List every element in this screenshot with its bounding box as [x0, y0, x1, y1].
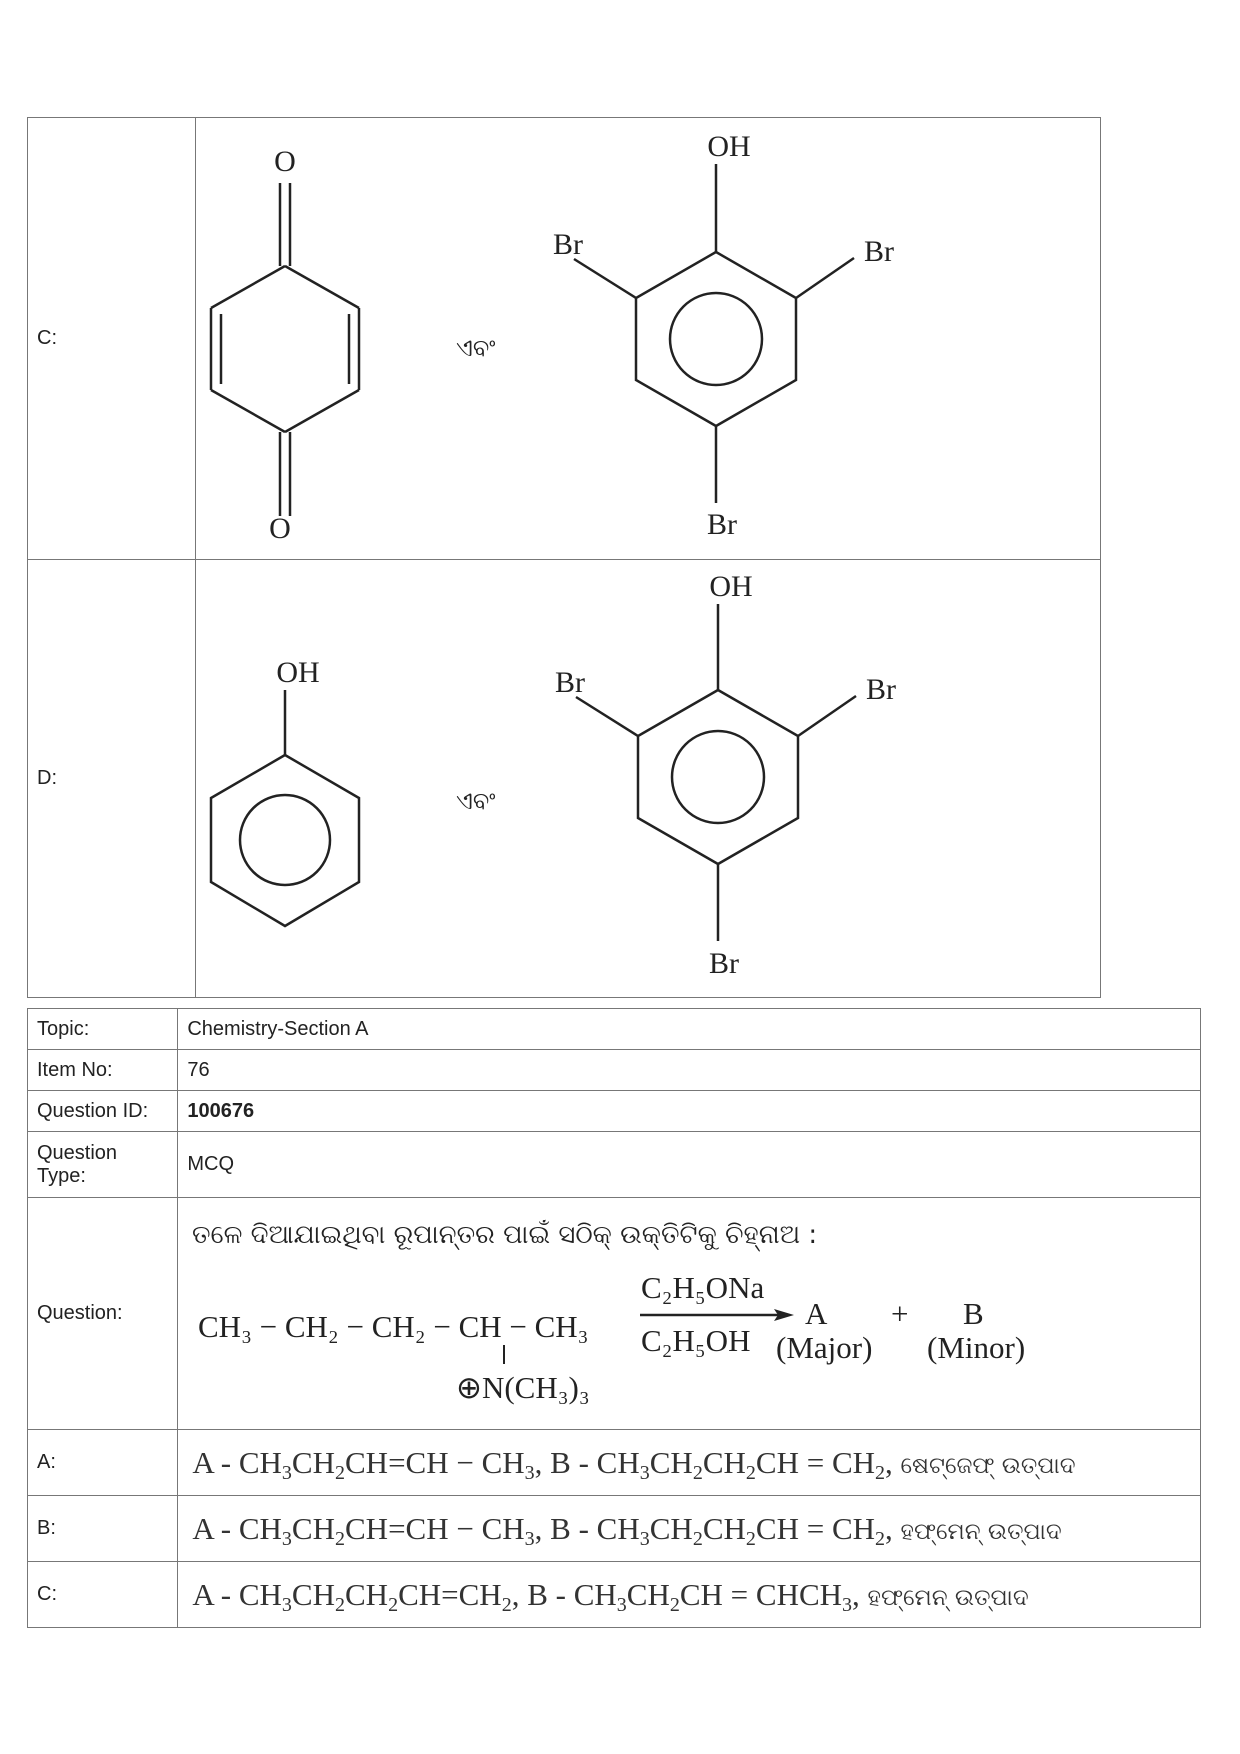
- question-id-value: 100676: [178, 1091, 1201, 1132]
- item-row: [28, 1050, 1201, 1091]
- hydroxyl-label: OH: [709, 570, 753, 603]
- question-type-label: [28, 1132, 178, 1198]
- structure-diagram-c: [196, 118, 1100, 554]
- oxygen-bottom-label: O: [269, 512, 291, 545]
- plus-sign: +: [891, 1296, 909, 1331]
- topic-row: [28, 1009, 1201, 1050]
- option-text[interactable]: $A - CH_3CH_2CH=CH - CH_3$, $B - CH_3CH_2CH_2CH = CH_2$, ହଫ୍‌ମେନ୍ ଉତ୍ପାଦ: [178, 1496, 1201, 1562]
- bromine-right-label: Br: [864, 235, 894, 268]
- question-row: [28, 1198, 1201, 1430]
- hydroxyl-label: OH: [707, 130, 751, 163]
- reagent-bottom: C₂H₅OH: [641, 1323, 751, 1358]
- option-prefix: A - CH: [192, 1576, 282, 1612]
- structure-row-d: [28, 560, 1101, 998]
- question-type-label-line2: Type:: [37, 1164, 86, 1187]
- row-label: C:: [28, 118, 196, 560]
- question-id-row: [28, 1091, 1201, 1132]
- minor-label: (Minor): [927, 1330, 1026, 1365]
- bromine-bottom-label: Br: [707, 508, 737, 541]
- topic-label: Topic:: [28, 1009, 178, 1050]
- major-label: (Major): [776, 1330, 873, 1365]
- row-label: D:: [28, 560, 196, 998]
- topic-value: Chemistry-Section A: [178, 1009, 1201, 1050]
- bromine-left-label: Br: [555, 666, 585, 699]
- option-prefix: A - CH: [192, 1510, 282, 1546]
- benzoquinone-structure: [211, 183, 359, 516]
- option-product-type: ଷେଟ୍‌ଜେଫ୍ ଉତ୍ପାଦ: [900, 1452, 1076, 1479]
- tribromophenol-structure: [574, 164, 854, 503]
- structure-diagram-d: [196, 560, 1100, 992]
- question-reaction: [178, 1198, 1192, 1424]
- option-product-type: ହଫ୍‌ମେନ୍ ଉତ୍ପାଦ: [900, 1518, 1062, 1545]
- structure-cell: [196, 560, 1101, 998]
- item-value: 76: [178, 1050, 1201, 1091]
- option-label: B:: [28, 1496, 178, 1562]
- reagent-top: C₂H₅ONa: [641, 1270, 765, 1305]
- question-prompt: ତଳେ ଦିଆଯାଇଥିବା ରୂପାନ୍ତର ପାଇଁ ସଠିକ୍ ଉକ୍ତିଟିକୁ ଚିହ୍ନାଅ :: [192, 1220, 818, 1250]
- tribromophenol-structure: [576, 604, 856, 941]
- question-type-value: MCQ: [178, 1132, 1201, 1198]
- reactant-substituent: ⊕N(CH₃)₃: [456, 1370, 591, 1405]
- question-id-label: Question ID:: [28, 1091, 178, 1132]
- reactant-chain: CH₃ − CH₂ − CH₂ − CH − CH₃: [198, 1309, 589, 1344]
- option-row-c[interactable]: [28, 1562, 1201, 1628]
- phenol-hydroxyl-label: OH: [276, 656, 320, 689]
- conjunction-and: ଏବଂ: [456, 787, 496, 815]
- bromine-bottom-label: Br: [709, 947, 739, 980]
- conjunction-and: ଏବଂ: [456, 334, 496, 362]
- oxygen-top-label: O: [274, 145, 296, 178]
- option-label: C:: [28, 1562, 178, 1628]
- options-structure-table: [27, 117, 1101, 998]
- item-label: Item No:: [28, 1050, 178, 1091]
- product-a: A: [805, 1296, 828, 1331]
- phenol-structure: [211, 690, 359, 926]
- structure-row-c: [28, 118, 1101, 560]
- option-prefix: A - CH: [192, 1444, 282, 1480]
- product-b: B: [963, 1296, 985, 1331]
- option-label: A:: [28, 1430, 178, 1496]
- option-text[interactable]: $A - CH_3CH_2CH=CH - CH_3$, $B - CH_3CH_2CH_2CH = CH_2$, ଷେଟ୍‌ଜେଫ୍ ଉତ୍ପାଦ: [178, 1430, 1201, 1496]
- structure-cell: [196, 118, 1101, 560]
- bromine-right-label: Br: [866, 673, 896, 706]
- question-type-row: [28, 1132, 1201, 1198]
- option-row-b[interactable]: [28, 1496, 1201, 1562]
- option-text[interactable]: $A - CH_3CH_2CH_2CH=CH_2$, B - $CH_3CH_2CH$ = $CHCH_3$, ହଫ୍‌ମେନ୍ ଉତ୍ପାଦ: [178, 1562, 1201, 1628]
- bromine-left-label: Br: [553, 228, 583, 261]
- option-product-type: ହଫ୍‌ମେନ୍ ଉତ୍ପାଦ: [867, 1584, 1029, 1611]
- question-type-label-line1: Question: [37, 1141, 118, 1164]
- option-row-a[interactable]: [28, 1430, 1201, 1496]
- question-info-table: [27, 1008, 1201, 1628]
- question-label: Question:: [28, 1198, 178, 1430]
- question-content: [178, 1198, 1201, 1430]
